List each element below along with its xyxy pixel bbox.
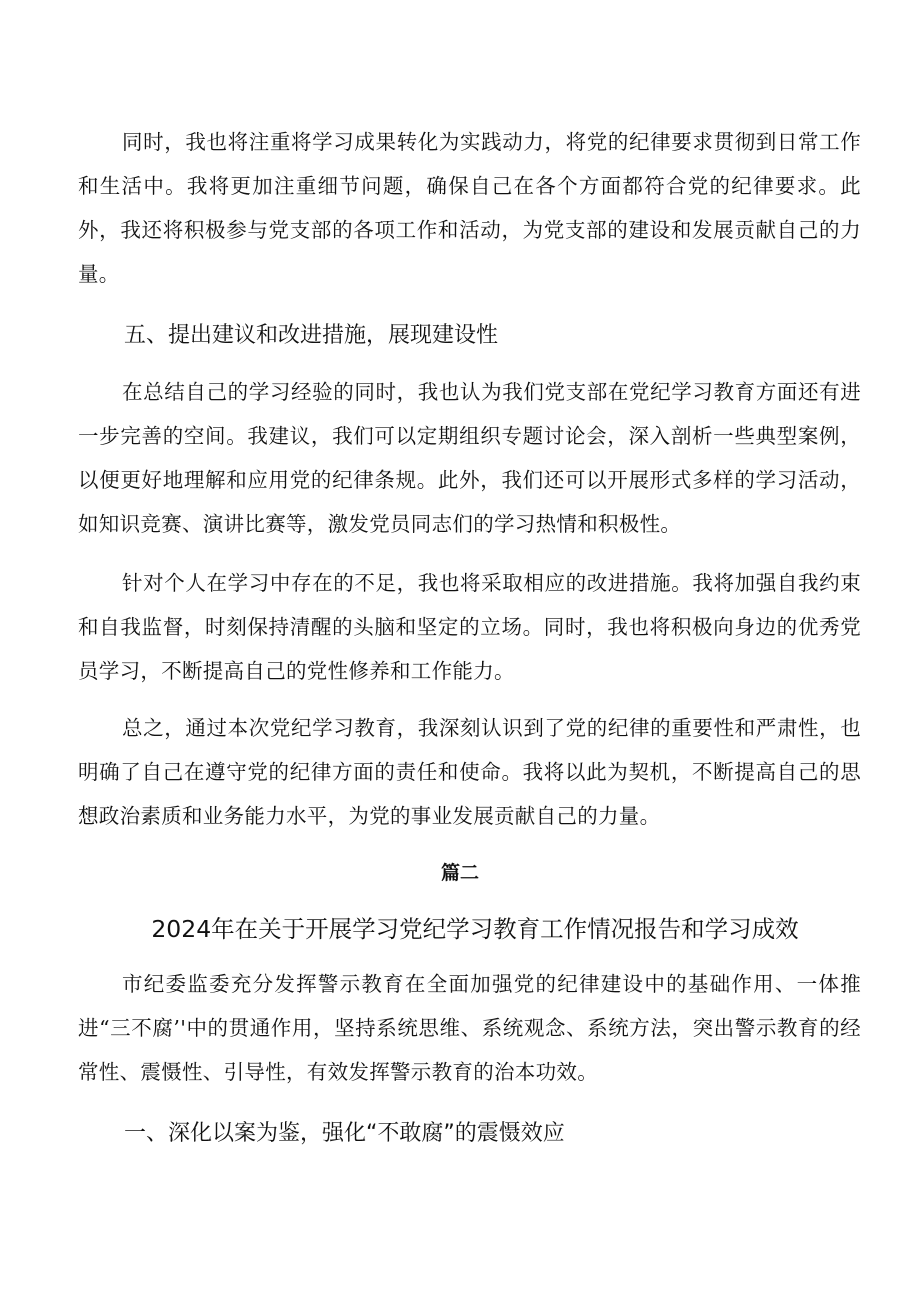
heading-one-deterrence: 一、深化以案为鉴，强化“不敢腐”的震慑效应 <box>124 1121 565 1146</box>
heading-five-suggestions: 五、提出建议和改进措施，展现建设性 <box>124 323 499 348</box>
paragraph-practice: 同时，我也将注重将学习成果转化为实践动力，将党的纪律要求贯彻到日常工作和生活中。我将更加注重细节问题，确保自己在各个方面都符合党的纪律要求。此外，我还将积极参与党支部的各项工作和活动，为党支部的建设和发展贡献自己的力量。 <box>78 130 861 286</box>
document-title: 2024年在关于开展学习党纪学习教育工作情况报告和学习成效 <box>151 915 799 943</box>
paragraph-improvements: 针对个人在学习中存在的不足，我也将采取相应的改进措施。我将加强自我约束和自我监督，时刻保持清醒的头脑和坚定的立场。同时，我也将积极向身边的优秀党员学习，不断提高自己的党性修养和工作能力。 <box>78 571 861 683</box>
paragraph-conclusion: 总之，通过本次党纪学习教育，我深刻认识到了党的纪律的重要性和严肃性，也明确了自己在遵守党的纪律方面的责任和使命。我将以此为契机，不断提高自己的思想政治素质和业务能力水平，为党的事业发展贡献自己的力量。 <box>78 716 861 828</box>
section-label-part-two: 篇二 <box>440 862 479 884</box>
paragraph-suggestions: 在总结自己的学习经验的同时，我也认为我们党支部在党纪学习教育方面还有进一步完善的空间。我建议，我们可以定期组织专题讨论会，深入剖析一些典型案例，以便更好地理解和应用党的纪律条规。此外，我们还可以开展形式多样的学习活动，如知识竞赛、演讲比赛等，激发党员同志们的学习热情和积极性。 <box>78 380 861 536</box>
paragraph-intro: 市纪委监委充分发挥警示教育在全面加强党的纪律建设中的基础作用、一体推进“三不腐’'中的贯通作用，坚持系统思维、系统观念、系统方法，突出警示教育的经常性、震慑性、引导性，有效发挥警示教育的治本功效。 <box>78 972 861 1084</box>
